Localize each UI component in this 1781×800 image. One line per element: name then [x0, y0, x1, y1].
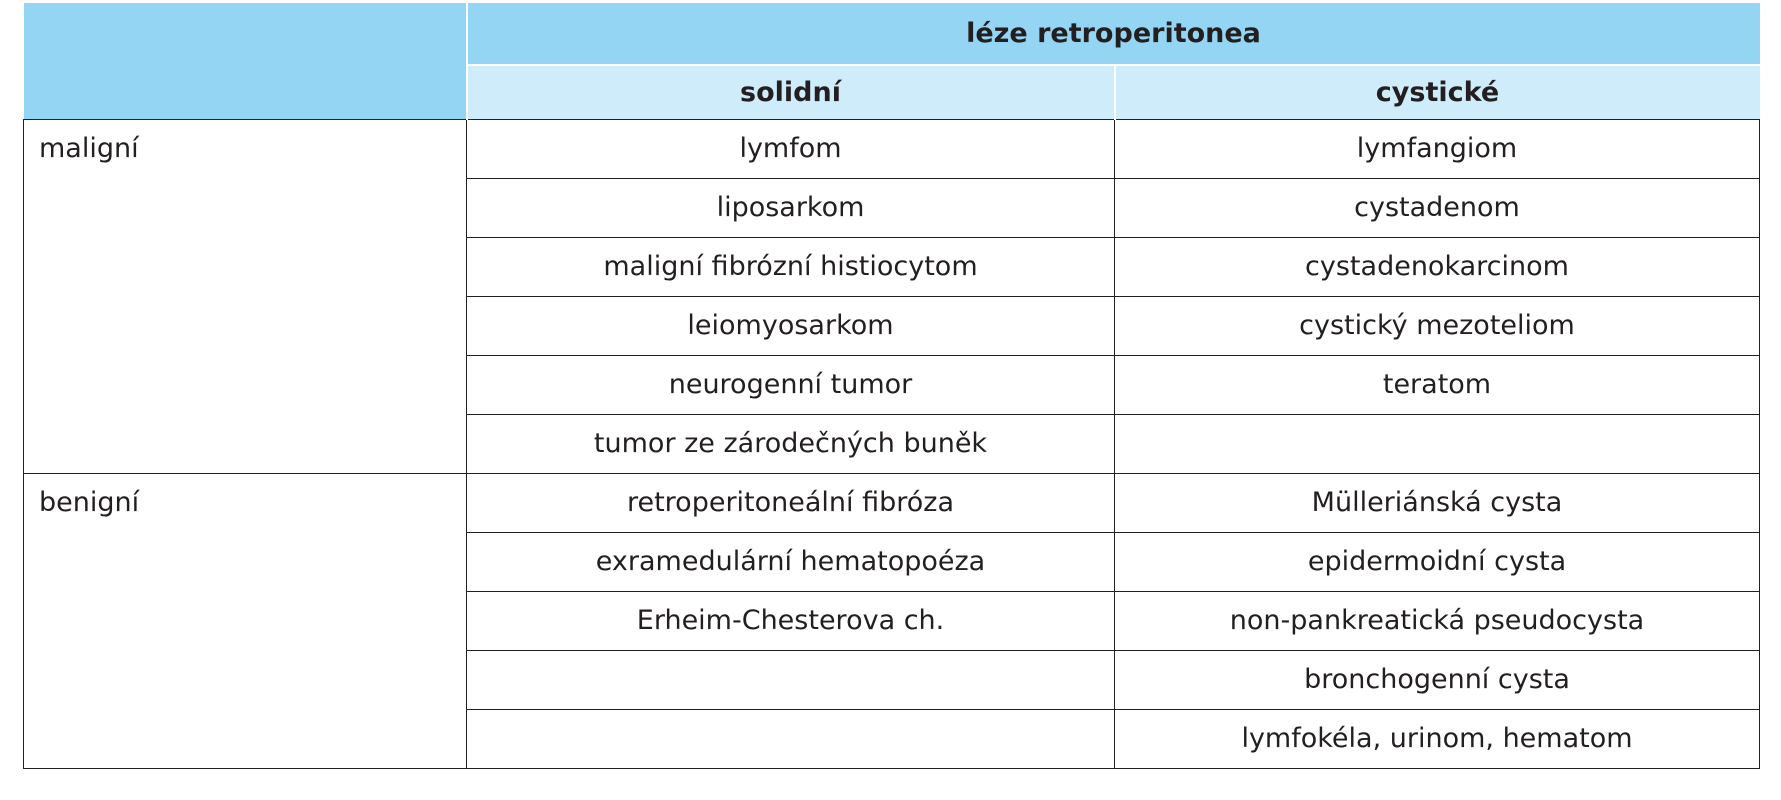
cell-solid — [467, 709, 1115, 768]
cell-cystic: epidermoidní cysta — [1115, 532, 1760, 591]
cell-solid: tumor ze zárodečných buněk — [467, 414, 1115, 473]
cell-solid: leiomyosarkom — [467, 296, 1115, 355]
cell-cystic: cystadenom — [1115, 178, 1760, 237]
header-col-cystic: cystické — [1115, 65, 1760, 119]
cell-solid: retroperitoneální fibróza — [467, 473, 1115, 532]
cell-cystic: lymfokéla, urinom, hematom — [1115, 709, 1760, 768]
cell-cystic: teratom — [1115, 355, 1760, 414]
cell-cystic: lymfangiom — [1115, 119, 1760, 178]
group-label: benigní — [24, 473, 467, 768]
header-group-title: léze retroperitonea — [467, 3, 1760, 65]
cell-cystic: bronchogenní cysta — [1115, 650, 1760, 709]
cell-cystic: cystický mezoteliom — [1115, 296, 1760, 355]
cell-solid: exramedulární hematopoéza — [467, 532, 1115, 591]
cell-cystic: non-pankreatická pseudocysta — [1115, 591, 1760, 650]
cell-solid — [467, 650, 1115, 709]
cell-solid: lymfom — [467, 119, 1115, 178]
group-label: maligní — [24, 119, 467, 473]
cell-cystic: Mülleriánská cysta — [1115, 473, 1760, 532]
cell-solid: Erheim-Chesterova ch. — [467, 591, 1115, 650]
cell-solid: maligní fibrózní histiocytom — [467, 237, 1115, 296]
cell-solid: liposarkom — [467, 178, 1115, 237]
header-corner-cell — [24, 3, 467, 119]
table-body — [24, 119, 1760, 768]
retroperitoneal-lesions-table — [23, 3, 1760, 769]
cell-cystic — [1115, 414, 1760, 473]
cell-solid: neurogenní tumor — [467, 355, 1115, 414]
header-col-solid: solidní — [467, 65, 1115, 119]
table-row — [24, 119, 1760, 178]
cell-cystic: cystadenokarcinom — [1115, 237, 1760, 296]
table-row — [24, 473, 1760, 532]
